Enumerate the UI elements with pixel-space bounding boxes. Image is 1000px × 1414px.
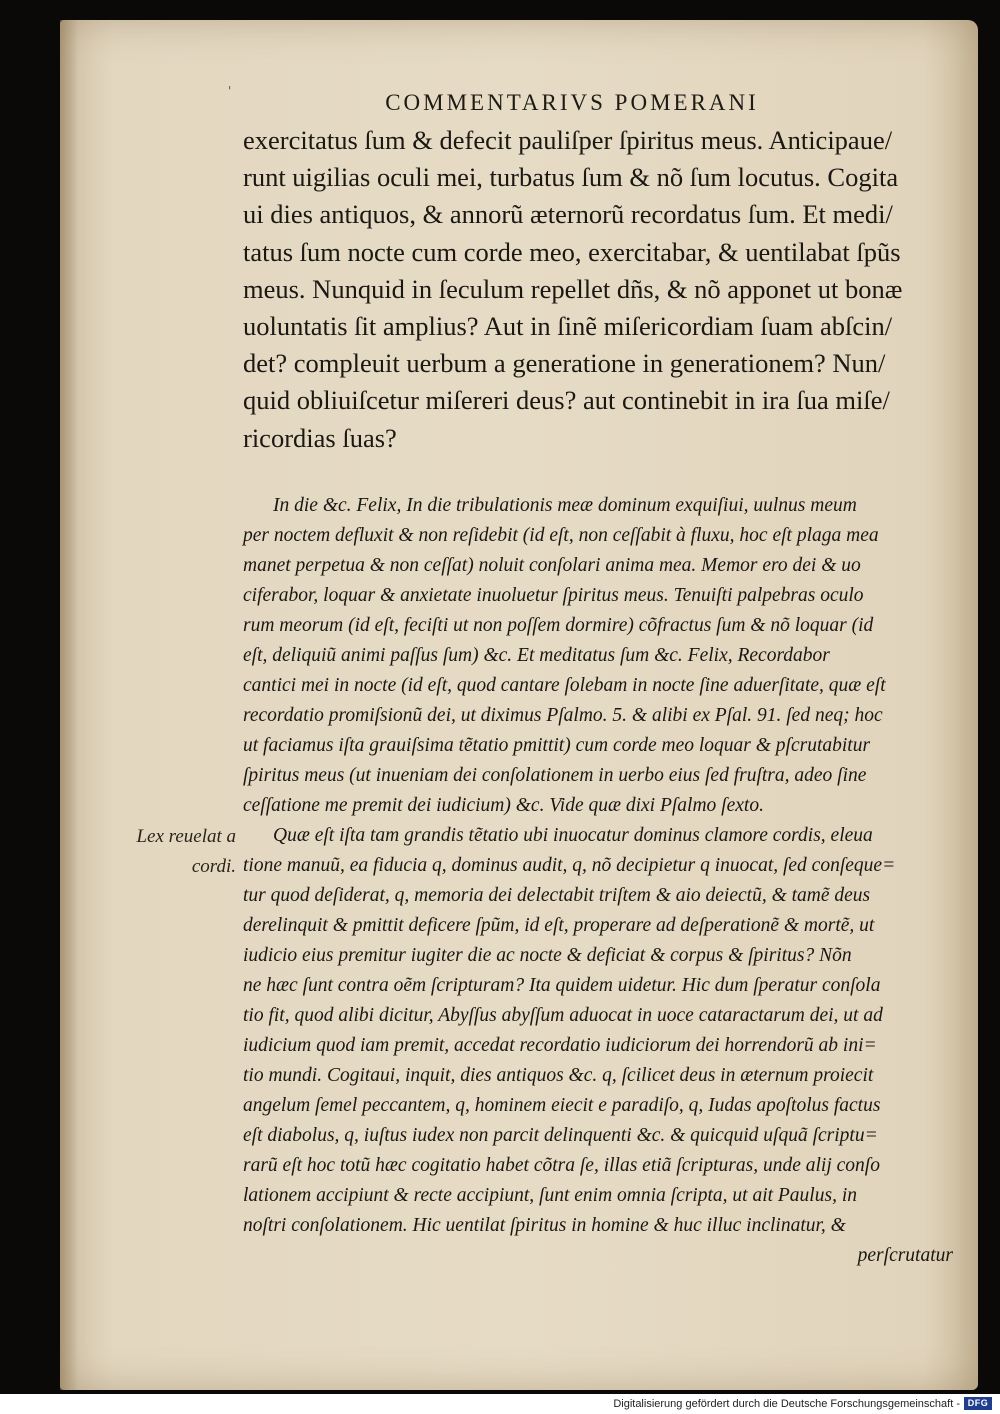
marginal-note-line: cordi.: [191, 856, 236, 877]
commentary-line: manet perpetua & non ceſſat) noluit conſolari anima mea. Memor ero dei & uo: [243, 555, 861, 576]
psalm-line: ui dies antiquos, & annorũ æternorũ recordatus ſum. Et medi/: [243, 199, 893, 230]
psalm-line: runt uigilias oculi mei, turbatus ſum & nõ ſum locutus. Cogita: [243, 162, 899, 193]
psalm-line: meus. Nunquid in ſeculum repellet dñs, & nõ apponet ut bonæ: [243, 273, 903, 304]
commentary-line: angelum ſemel peccantem, q, hominem eiecit e paradiſo, q, Iudas apoſtolus factus: [243, 1095, 881, 1116]
commentary-line: ſpiritus meus (ut inueniam dei conſolationem in uerbo eius ſed fruſtra, adeo ſine: [243, 765, 867, 786]
commentary-line: tur quod deſiderat, q, memoria dei delectabit triſtem & aio deiectũ, & tamẽ deus: [243, 885, 871, 906]
psalm-line: ricordias ſuas?: [243, 422, 397, 453]
running-title: COMMENTARIVS POMERANI: [385, 90, 759, 115]
commentary-block: [243, 491, 953, 1271]
marginal-note: [96, 822, 236, 882]
commentary-line: ut faciamus iſta grauiſsima tẽtatio pmittit) cum corde meo loquar & pſcrutabitur: [243, 735, 871, 756]
commentary-line: noſtri conſolationem. Hic uentilat ſpiritus in homine & huc illuc inclinatur, &: [243, 1215, 846, 1236]
pencil-mark: ': [228, 84, 232, 98]
commentary-line: rum meorum (id eſt, feciſti ut non poſſem dormire) cõfractus ſum & nõ loquar (id: [243, 615, 874, 636]
commentary-line: iudicium quod iam premit, accedat recordatio iudiciorum dei horrendorũ ab ini=: [243, 1035, 877, 1056]
psalm-line: quid obliuiſcetur miſereri deus? aut continebit in ira ſua miſe/: [243, 385, 890, 416]
commentary-line: ceſſatione me premit dei iudicium) &c. Vide quæ dixi Pſalmo ſexto.: [243, 795, 764, 816]
commentary-line: tio fit, quod alibi dicitur, Abyſſus abyſſum aduocat in uoce cataractarum dei, ut ad: [243, 1005, 883, 1026]
dfg-logo-icon: DFG: [964, 1397, 992, 1410]
commentary-line: lationem accipiunt & recte accipiunt, ſunt enim omnia ſcripta, ut ait Paulus, in: [243, 1185, 857, 1206]
marginal-note-line: Lex reuelat a: [136, 826, 236, 847]
funding-credit: Digitalisierung gefördert durch die Deutsche Forschungsgemeinschaft -: [613, 1398, 960, 1410]
page-spine-shadow: [60, 20, 78, 1390]
commentary-line: eſt diabolus, q, iuſtus iudex non parcit delinquenti &c. & quicquid uſquã ſcriptu=: [243, 1125, 878, 1146]
psalm-line: tatus ſum nocte cum corde meo, exercitabar, & uentilabat ſpũs: [243, 236, 901, 267]
commentary-line: per noctem defluxit & non reſidebit (id eſt, non ceſſabit à fluxu, hoc eſt plaga mea: [243, 525, 879, 546]
commentary-line: iudicio eius premitur iugiter die ac nocte & deficiat & corpus & ſpiritus? Nõn: [243, 945, 852, 966]
commentary-line: cantici mei in nocte (id eſt, quod cantare ſolebam in nocte ſine aduerſitate, quæ eſt: [243, 675, 886, 696]
commentary-line: ne hæc ſunt contra oẽm ſcripturam? Ita quidem uidetur. Hic dum ſperatur conſola: [243, 975, 881, 996]
commentary-line: Quæ eſt iſta tam grandis tẽtatio ubi inuocatur dominus clamore cordis, eleua: [273, 825, 873, 846]
psalm-line: det? compleuit uerbum a generatione in generationem? Nun/: [243, 348, 886, 379]
commentary-line: derelinquit & pmittit deficere ſpũm, id eſt, properare ad deſperationẽ & mortẽ, ut: [243, 915, 875, 936]
commentary-line: tio mundi. Cogitaui, inquit, dies antiquos &c. q, ſcilicet deus in æternum proiecit: [243, 1065, 874, 1086]
commentary-line: ciferabor, loquar & anxietate inuoluetur ſpiritus meus. Tenuiſti palpebras oculo: [243, 585, 864, 606]
psalm-line: exercitatus ſum & defecit pauliſper ſpiritus meus. Anticipaue/: [243, 125, 893, 155]
catchword: perſcrutatur: [857, 1245, 953, 1266]
commentary-line: eſt, deliquiũ animi paſſus ſum) &c. Et meditatus ſum &c. Felix, Recordabor: [243, 645, 830, 666]
psalm-text-block: [243, 122, 963, 457]
commentary-line: In die &c. Felix, In die tribulationis meæ dominum exquiſiui, uulnus meum: [273, 495, 857, 516]
psalm-line: uoluntatis ſit amplius? Aut in ſinẽ miſericordiam ſuam abſcin/: [243, 311, 893, 342]
commentary-line: recordatio promiſsionũ dei, ut diximus Pſalmo. 5. & alibi ex Pſal. 91. ſed neq; hoc: [243, 705, 883, 726]
commentary-line: tione manuũ, ea fiducia q, dominus audit, q, nõ decipietur q inuocat, ſed conſeque=: [243, 855, 896, 876]
commentary-line: rarũ eſt hoc totũ hæc cogitatio habet cõtra ſe, illas etiã ſcripturas, unde alij conſo: [243, 1155, 880, 1176]
